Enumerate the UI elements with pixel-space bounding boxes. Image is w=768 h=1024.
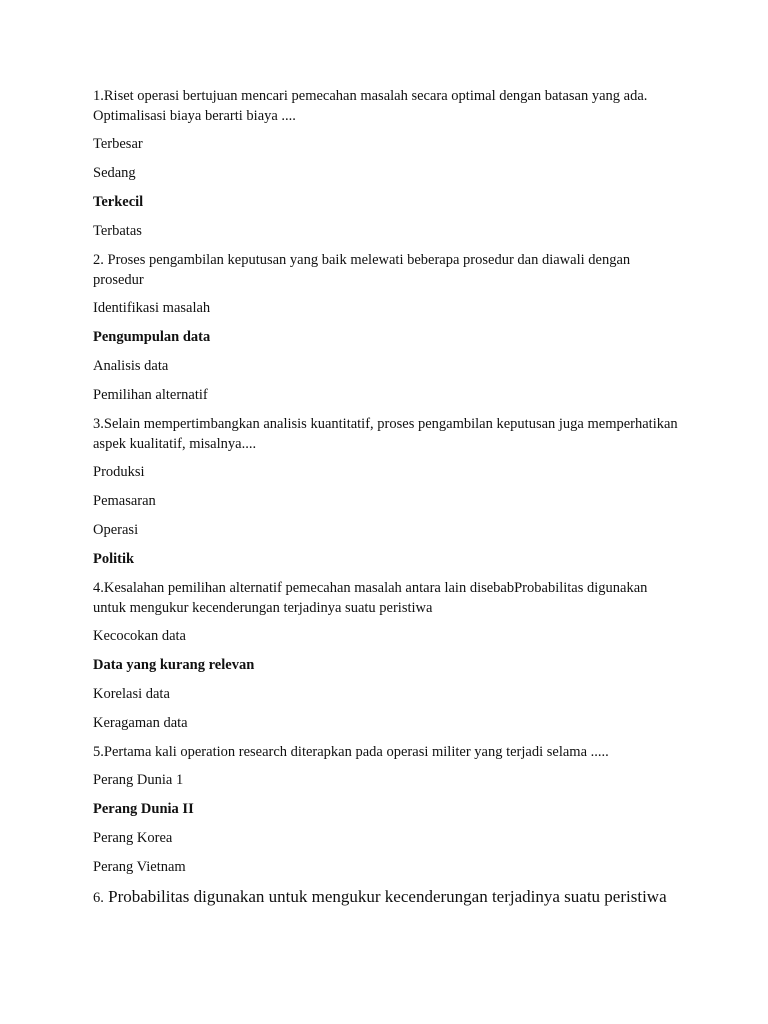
question-1-option-d: Terbatas: [93, 223, 142, 239]
document-page: [93, 86, 683, 909]
question-1-text: 1.Riset operasi bertujuan mencari pemecahan masalah secara optimal dengan batasan yang ada. Optimalisasi biaya berarti biaya ....: [93, 88, 648, 124]
question-6-text: Probabilitas digunakan untuk mengukur kecenderungan terjadinya suatu peristiwa: [103, 887, 667, 906]
question-5-option-c: Perang Korea: [93, 830, 173, 846]
question-4-answer: Data yang kurang relevan: [93, 657, 255, 673]
question-5-answer: Perang Dunia II: [93, 801, 194, 817]
question-5-option-d: Perang Vietnam: [93, 859, 186, 875]
question-1-option-b: Sedang: [93, 165, 136, 181]
question-3-option-b: Pemasaran: [93, 493, 156, 509]
question-3-option-a: Produksi: [93, 464, 145, 480]
question-1-answer: Terkecil: [93, 194, 144, 210]
question-1-option-a: Terbesar: [93, 136, 143, 152]
question-3-option-c: Operasi: [93, 522, 139, 538]
question-2-option-c: Analisis data: [93, 358, 169, 374]
question-2-answer: Pengumpulan data: [93, 329, 211, 345]
question-5-text: 5.Pertama kali operation research diterapkan pada operasi militer yang terjadi selama .....: [93, 744, 609, 760]
question-3-answer: Politik: [93, 551, 135, 567]
question-3-text: 3.Selain mempertimbangkan analisis kuantitatif, proses pengambilan keputusan juga memperhatikan aspek kualitatif, misalnya....: [93, 416, 678, 452]
question-2-text: 2. Proses pengambilan keputusan yang baik melewati beberapa prosedur dan diawali dengan prosedur: [93, 252, 631, 288]
question-4-option-c: Korelasi data: [93, 686, 170, 702]
question-2-option-a: Identifikasi masalah: [93, 300, 211, 316]
question-6: [93, 886, 683, 909]
question-4-option-d: Keragaman data: [93, 715, 188, 731]
question-5-option-a: Perang Dunia 1: [93, 772, 184, 788]
question-6-number: 6.: [93, 890, 104, 906]
question-4-option-a: Kecocokan data: [93, 628, 186, 644]
question-2-option-d: Pemilihan alternatif: [93, 387, 208, 403]
question-4-text: 4.Kesalahan pemilihan alternatif pemecahan masalah antara lain disebabProbabilitas digunakan untuk mengukur kecenderungan terjadinya suatu peristiwa: [93, 580, 648, 616]
